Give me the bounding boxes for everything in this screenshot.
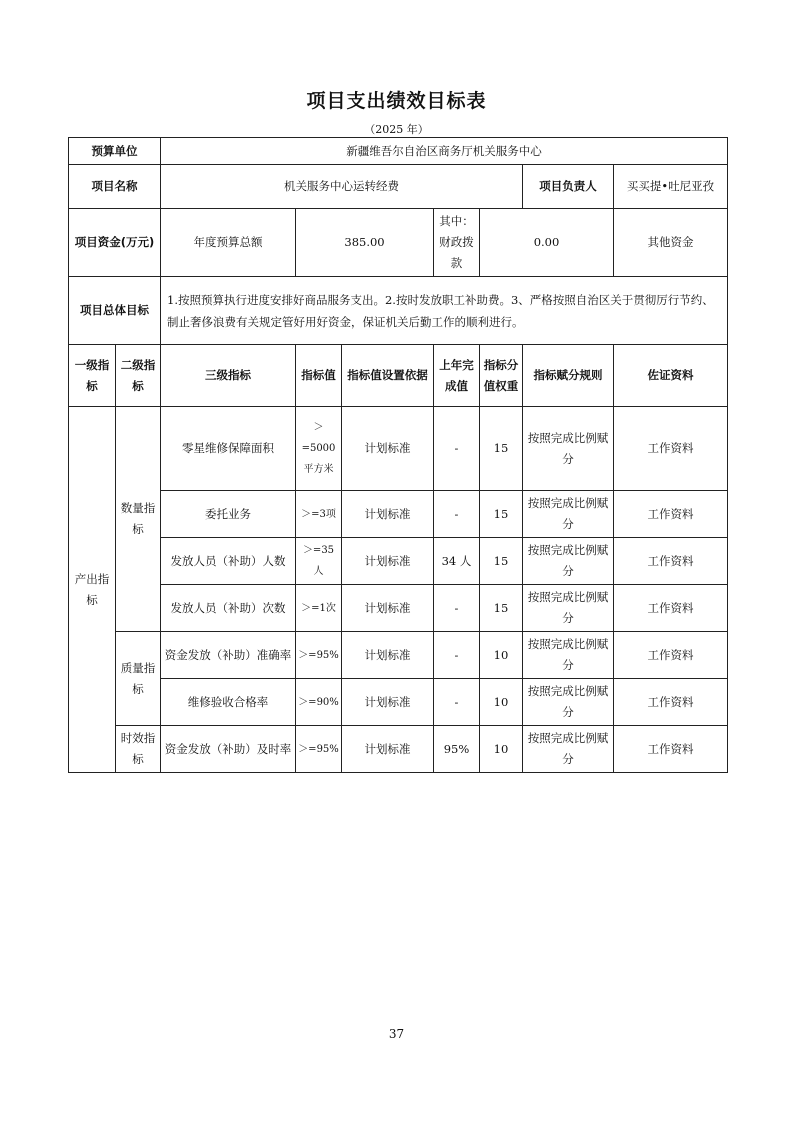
row-weight: 15 [480,585,523,632]
row-evidence: 工作资料 [614,632,728,679]
project-leader-value: 买买提•吐尼亚孜 [614,165,728,209]
header-value: 指标值 [296,345,342,407]
header-basis: 指标值设置依据 [342,345,434,407]
row-evidence: 工作资料 [614,585,728,632]
row-basis: 计划标准 [342,679,434,726]
project-funds-label: 项目资金(万元) [69,209,161,277]
project-leader-label: 项目负责人 [523,165,614,209]
header-evidence: 佐证资料 [614,345,728,407]
row-rule: 按照完成比例赋分 [523,726,614,773]
row-name: 资金发放（补助）及时率 [161,726,296,773]
row-name: 委托业务 [161,491,296,538]
row-weight: 10 [480,726,523,773]
row-last: - [434,491,480,538]
page-title: 项目支出绩效目标表 [306,90,487,112]
other-funds-label: 其他资金 [614,209,728,277]
row-last: - [434,407,480,491]
row-weight: 10 [480,679,523,726]
header-weight: 指标分值权重 [480,345,523,407]
row-rule: 按照完成比例赋分 [523,632,614,679]
group-quantity: 数量指标 [116,407,161,632]
annual-budget-value: 385.00 [296,209,434,277]
overall-goal-text: 1.按照预算执行进度安排好商品服务支出。2.按时发放职工补助费。3、严格按照自治区关于贯彻厉行节约、制止奢侈浪费有关规定管好用好资金，保证机关后勤工作的顺利进行。 [161,277,728,345]
fiscal-alloc-value: 0.00 [480,209,614,277]
header-last-year: 上年完成值 [434,345,480,407]
row-rule: 按照完成比例赋分 [523,679,614,726]
row-evidence: 工作资料 [614,726,728,773]
row-weight: 15 [480,407,523,491]
level1-output: 产出指标 [69,407,116,773]
performance-table [68,137,728,773]
row-evidence: 工作资料 [614,538,728,585]
year-label: （2025 年） [364,123,429,136]
row-value: ＞=95% [296,726,342,773]
row-value: ＞=3项 [296,491,342,538]
row-evidence: 工作资料 [614,407,728,491]
row-basis: 计划标准 [342,407,434,491]
row-value: ＞=90% [296,679,342,726]
row-name: 发放人员（补助）次数 [161,585,296,632]
group-quality: 质量指标 [116,632,161,726]
row-basis: 计划标准 [342,632,434,679]
row-basis: 计划标准 [342,585,434,632]
row-last: - [434,679,480,726]
row-weight: 15 [480,491,523,538]
row-evidence: 工作资料 [614,679,728,726]
row-rule: 按照完成比例赋分 [523,491,614,538]
row-last: - [434,632,480,679]
row-value: ＞=35人 [296,538,342,585]
row-value: ＞=1次 [296,585,342,632]
row-last: - [434,585,480,632]
row-basis: 计划标准 [342,491,434,538]
row-rule: 按照完成比例赋分 [523,407,614,491]
row-last: 95% [434,726,480,773]
fiscal-alloc-label: 其中：财政拨款 [434,209,480,277]
project-name-value: 机关服务中心运转经费 [161,165,523,209]
budget-unit-value: 新疆维吾尔自治区商务厅机关服务中心 [161,138,728,165]
project-name-label: 项目名称 [69,165,161,209]
row-name: 零星维修保障面积 [161,407,296,491]
row-weight: 10 [480,632,523,679]
row-weight: 15 [480,538,523,585]
row-name: 资金发放（补助）准确率 [161,632,296,679]
page-number: 37 [388,1027,405,1041]
header-level3: 三级指标 [161,345,296,407]
row-name: 发放人员（补助）人数 [161,538,296,585]
row-basis: 计划标准 [342,538,434,585]
row-basis: 计划标准 [342,726,434,773]
budget-unit-label: 预算单位 [69,138,161,165]
header-level1: 一级指标 [69,345,116,407]
row-evidence: 工作资料 [614,491,728,538]
annual-budget-label: 年度预算总额 [161,209,296,277]
row-name: 维修验收合格率 [161,679,296,726]
header-level2: 二级指标 [116,345,161,407]
row-value: ＞=5000平方米 [296,407,342,491]
row-rule: 按照完成比例赋分 [523,538,614,585]
group-timeliness: 时效指标 [116,726,161,773]
row-last: 34 人 [434,538,480,585]
overall-goal-label: 项目总体目标 [69,277,161,345]
header-rule: 指标赋分规则 [523,345,614,407]
row-value: ＞=95% [296,632,342,679]
row-rule: 按照完成比例赋分 [523,585,614,632]
